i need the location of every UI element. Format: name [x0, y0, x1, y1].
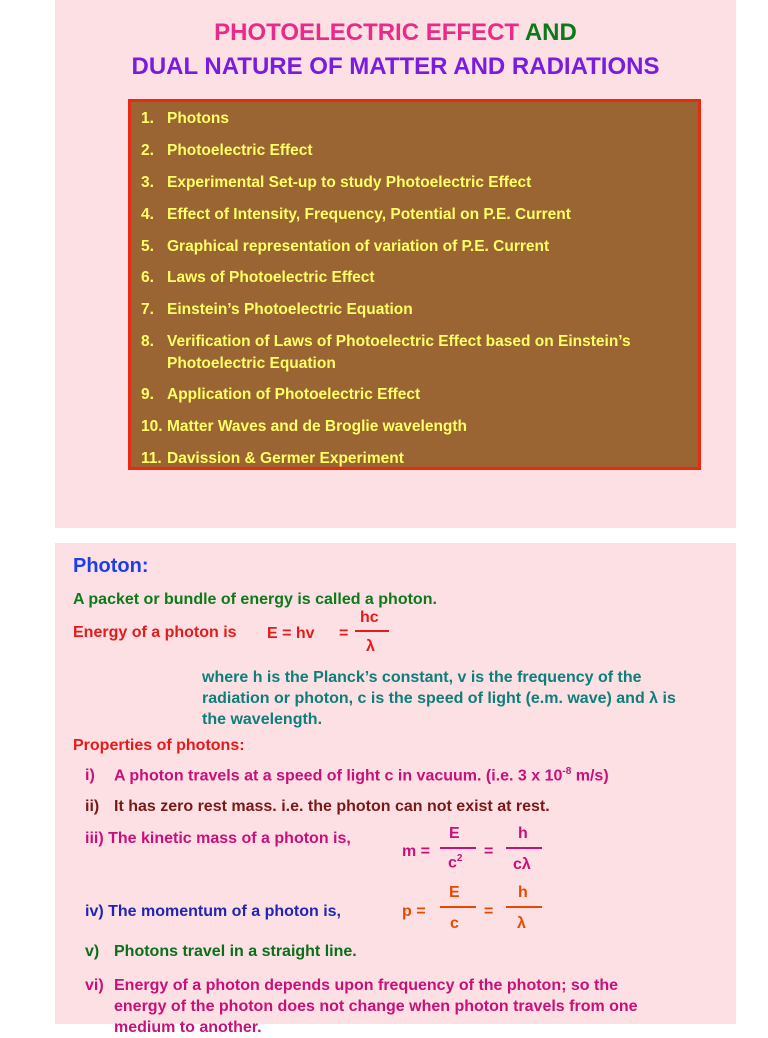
title-and: AND [524, 19, 577, 46]
momentum-equation: p = [402, 903, 426, 920]
item-number: 3. [141, 174, 154, 191]
fraction-bar [440, 847, 476, 849]
energy-label: Energy of a photon is [73, 624, 237, 641]
item-number: 6. [141, 269, 154, 286]
c-squared: 2 [456, 853, 463, 864]
equals-sign: = [339, 625, 349, 642]
item-text: Verification of Laws of Photoelectric Effect based on Einstein’s Photoelectric Equation [167, 333, 631, 372]
item-text: Experimental Set-up to study Photoelectric Effect [167, 174, 532, 191]
where-line-3: the wavelength. [202, 711, 323, 728]
property-text: A photon travels at a speed of light c in vacuum. (i.e. 3 x 10 [114, 767, 563, 785]
property-ii [85, 798, 550, 816]
mass-numerator-h: h [518, 825, 528, 842]
item-number: 4. [141, 206, 154, 223]
where-text [202, 667, 676, 730]
contents-item-4 [141, 204, 697, 226]
momentum-denominator-c: c [450, 915, 459, 932]
contents-item-7 [141, 299, 697, 321]
item-number: 5. [141, 238, 154, 255]
property-line-3: medium to another. [114, 1019, 262, 1036]
fraction-denominator-lambda: λ [366, 638, 375, 655]
fraction-bar [440, 906, 476, 908]
item-text: Matter Waves and de Broglie wavelength [167, 418, 468, 435]
item-text: Photoelectric Effect [167, 142, 313, 159]
fraction-numerator-hc: hc [360, 609, 379, 626]
property-superscript: -8 [562, 766, 572, 777]
property-vi [85, 975, 638, 1038]
properties-heading: Properties of photons: [73, 737, 245, 754]
mass-denominator-c-lambda: cλ [513, 856, 531, 873]
section-heading: Photon: [73, 555, 149, 577]
property-line-2: energy of the photon does not change when photon travels from one [114, 998, 638, 1015]
item-text: Laws of Photoelectric Effect [167, 269, 375, 286]
slide-photon [55, 543, 736, 1036]
item-text: Davission & Germer Experiment [167, 450, 404, 467]
item-number: 1. [141, 110, 154, 127]
contents-box [128, 99, 701, 470]
property-iii: iii) The kinetic mass of a photon is, [85, 830, 351, 847]
item-text: Effect of Intensity, Frequency, Potential on P.E. Current [167, 206, 571, 223]
property-number: v) [85, 943, 100, 960]
title-photoelectric: PHOTOELECTRIC EFFECT [214, 19, 520, 46]
title-line-1 [55, 19, 736, 47]
property-text [114, 975, 638, 1038]
contents-item-10 [141, 416, 697, 438]
fraction-bar [355, 630, 389, 632]
photon-definition: A packet or bundle of energy is called a photon. [73, 591, 437, 608]
fraction-bar [506, 906, 542, 908]
contents-item-9 [141, 384, 697, 406]
property-number: vi) [85, 977, 104, 994]
momentum-denominator-lambda: λ [517, 915, 526, 932]
c-base: c [448, 854, 457, 872]
where-line-1: where h is the Planck’s constant, v is the frequency of the [202, 669, 642, 686]
contents-item-3 [141, 172, 697, 194]
energy-equation: E = hv [267, 625, 315, 642]
contents-item-2 [141, 140, 697, 162]
item-text: Graphical representation of variation of P.E. Current [167, 238, 550, 255]
momentum-numerator-E: E [449, 884, 460, 901]
property-text-end: m/s) [571, 767, 609, 785]
mass-numerator-E: E [449, 825, 460, 842]
equals-sign: = [484, 843, 494, 860]
item-text: Application of Photoelectric Effect [167, 386, 421, 403]
property-text: Photons travel in a straight line. [114, 943, 357, 960]
property-v [85, 943, 357, 961]
mass-equation: m = [402, 843, 431, 860]
slide-table-of-contents [55, 0, 736, 528]
property-text: It has zero rest mass. i.e. the photon can not exist at rest. [114, 798, 550, 815]
where-line-2: radiation or photon, c is the speed of light (e.m. wave) and λ is [202, 690, 676, 707]
contents-item-6 [141, 267, 697, 289]
item-number: 2. [141, 142, 154, 159]
contents-item-11 [141, 448, 697, 470]
contents-item-1 [141, 108, 697, 130]
fraction-bar [506, 847, 542, 849]
item-text: Einstein’s Photoelectric Equation [167, 301, 413, 318]
property-i [85, 766, 609, 785]
mass-denominator-c2 [448, 853, 462, 872]
property-line-1: Energy of a photon depends upon frequency of the photon; so the [114, 977, 618, 994]
item-number: 9. [141, 386, 154, 403]
item-number: 7. [141, 301, 154, 318]
item-text: Photons [167, 110, 229, 127]
momentum-numerator-h: h [518, 884, 528, 901]
equals-sign: = [484, 903, 494, 920]
item-number: 10. [141, 418, 163, 435]
property-number: ii) [85, 798, 100, 815]
item-number: 11. [141, 450, 162, 467]
title-line-2: DUAL NATURE OF MATTER AND RADIATIONS [131, 53, 660, 80]
property-number: i) [85, 767, 95, 785]
contents-item-5 [141, 236, 697, 258]
contents-item-8 [141, 331, 697, 375]
property-iv: iv) The momentum of a photon is, [85, 903, 341, 920]
item-number: 8. [141, 333, 154, 350]
